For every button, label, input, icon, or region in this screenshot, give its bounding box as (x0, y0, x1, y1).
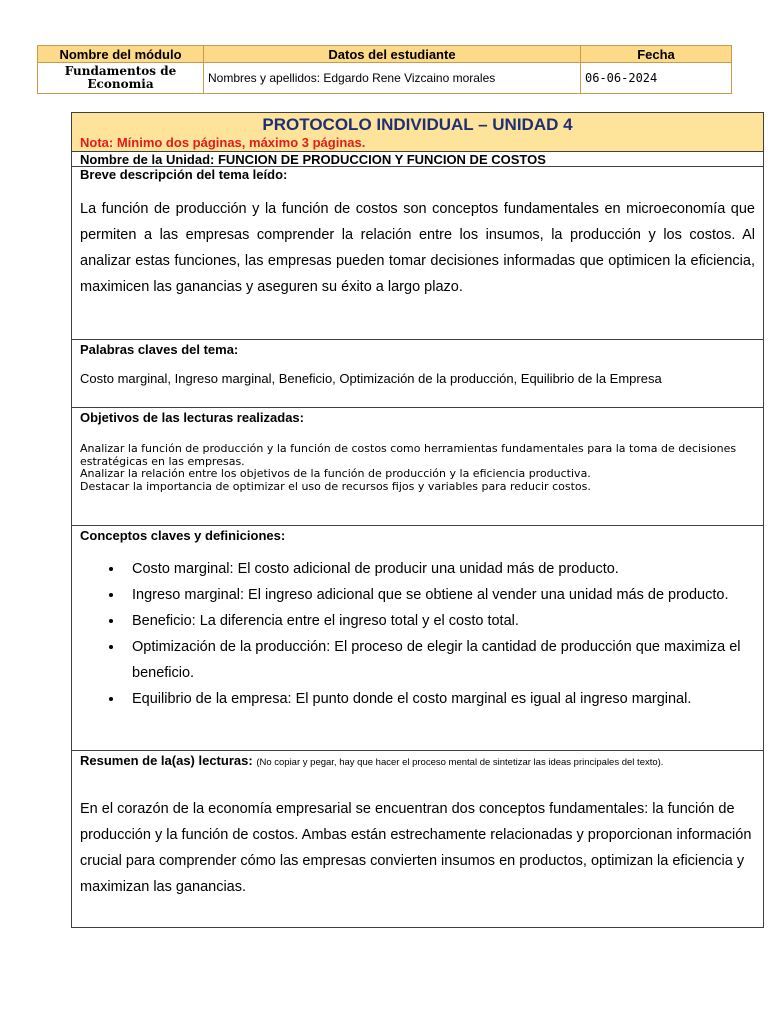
concepts-label: Conceptos claves y definiciones: (80, 528, 286, 543)
concept-item: • Optimización de la producción: El proceso de elegir la cantidad de producción que maximiza el beneficio. (124, 634, 755, 686)
keywords-text: Costo marginal, Ingreso marginal, Beneficio, Optimización de la producción, Equilibrio de la Empresa (80, 371, 662, 386)
objective-item: Destacar la importancia de optimizar el uso de recursos fijos y variables para reducir costos. (80, 479, 591, 493)
summary-text: En el corazón de la economía empresarial se encuentran dos conceptos fundamentales: la función de producción y la función de costos. Ambas están estrechamente relacionadas y proporcionan información crucial para comprender cómo las empresas convierten insumos en productos, optimizan la eficiencia y maximizan las ganancias. (80, 801, 752, 895)
concept-item: • Costo marginal: El costo adicional de producir una unidad más de producto. (124, 556, 755, 582)
header-col-module: Nombre del módulo (38, 46, 204, 63)
objectives-cell (72, 407, 763, 525)
concepts-list (80, 556, 755, 712)
protocol-table (71, 112, 764, 928)
description-cell (72, 166, 763, 339)
summary-cell (72, 750, 763, 927)
summary-hint: (No copiar y pegar, hay que hacer el proceso mental de sintetizar las ideas principales del texto). (256, 757, 664, 768)
keywords-cell (72, 339, 763, 407)
keywords-label: Palabras claves del tema: (80, 342, 239, 357)
unit-name-cell (72, 151, 763, 166)
concept-item: • Ingreso marginal: El ingreso adicional que se obtiene al vender una unidad más de producto. (124, 582, 755, 608)
objectives-label: Objetivos de las lecturas realizadas: (80, 410, 304, 425)
objectives-list (80, 443, 755, 493)
concept-item: • Beneficio: La diferencia entre el ingreso total y el costo total. (124, 608, 755, 634)
module-name: Fundamentos de Economia (38, 63, 204, 94)
protocol-note: Nota: Mínimo dos páginas, máximo 3 páginas. (80, 135, 366, 150)
description-text: La función de producción y la función de costos son conceptos fundamentales en microeconomía que permiten a las empresas comprender la relación entre los insumos, la producción y los costos. Al analizar estas funciones, las empresas pueden tomar decisiones informadas que optimicen la eficiencia, maximicen las ganancias y aseguren su éxito a largo plazo. (80, 201, 755, 295)
concept-item: • Equilibrio de la empresa: El punto donde el costo marginal es igual al ingreso marginal. (124, 686, 755, 712)
concepts-cell (72, 525, 763, 750)
description-label: Breve descripción del tema leído: (80, 167, 288, 182)
date-value: 06-06-2024 (581, 63, 732, 94)
student-name: Nombres y apellidos: Edgardo Rene Vizcaino morales (204, 63, 581, 94)
header-table (37, 45, 732, 94)
protocol-title-cell (72, 113, 763, 151)
unit-name: Nombre de la Unidad: FUNCION DE PRODUCCION Y FUNCION DE COSTOS (80, 152, 546, 167)
header-col-date: Fecha (581, 46, 732, 63)
objective-item: Analizar la relación entre los objetivos de la función de producción y la eficiencia productiva. (80, 467, 591, 480)
header-col-student: Datos del estudiante (204, 46, 581, 63)
objective-item: Analizar la función de producción y la función de costos como herramientas fundamentales para la toma de decisiones estratégicas en las empresas. (80, 442, 737, 468)
summary-label: Resumen de la(as) lecturas: (80, 753, 253, 768)
protocol-title: PROTOCOLO INDIVIDUAL – UNIDAD 4 (262, 115, 573, 134)
summary-label-line (80, 753, 755, 770)
